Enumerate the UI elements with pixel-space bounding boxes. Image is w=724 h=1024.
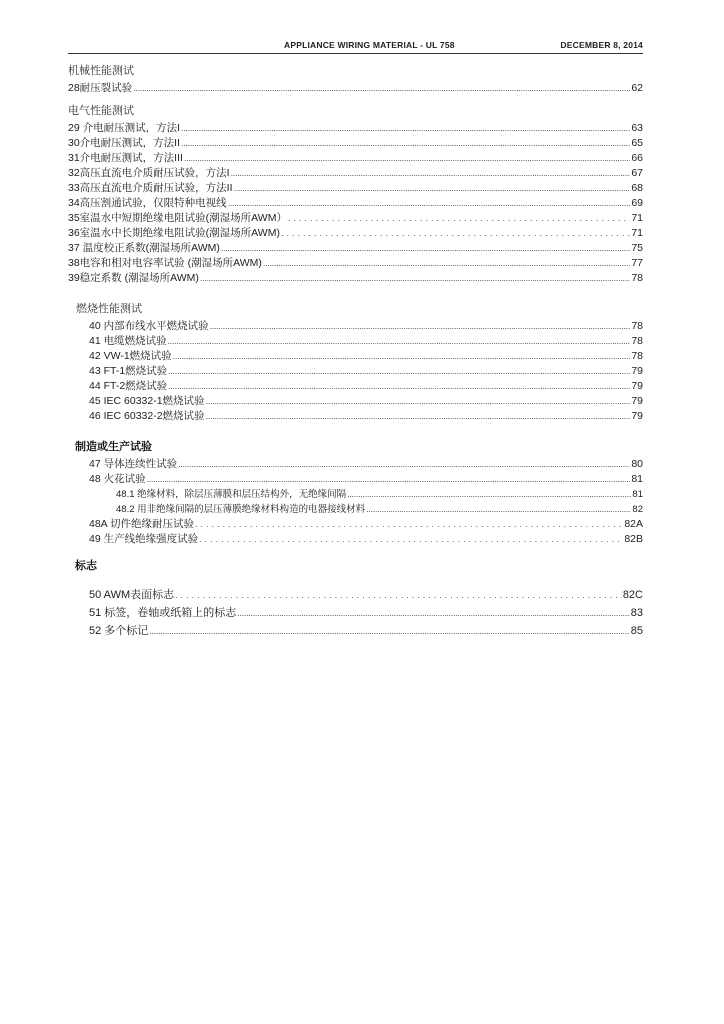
toc-entry-title: 29 介电耐压测试，方法I: [68, 122, 181, 134]
toc-entry-title: 40 内部布线水平燃烧试验: [89, 320, 209, 332]
toc-entry-page: 82B: [624, 533, 643, 545]
section-heading-electrical: 电气性能测试: [68, 105, 134, 117]
toc-entry[interactable]: [68, 364, 643, 379]
toc-entry-page: 85: [630, 625, 643, 637]
toc-entry[interactable]: [68, 121, 643, 136]
toc-entry-title: 39稳定系数 (潮湿场所AWM): [68, 272, 199, 284]
toc-entry[interactable]: [68, 81, 643, 96]
toc-entry-page: 77: [631, 257, 643, 269]
leader-dots: [175, 586, 622, 604]
leader-dots: [168, 379, 630, 394]
toc-entry-page: 63: [631, 122, 643, 134]
toc-entry-title: 34高压割通试验，仅限特种电视线: [68, 197, 227, 209]
toc-entry-title: 43 FT-1燃烧试验: [89, 365, 168, 377]
leader-dots: [366, 502, 631, 517]
toc-entry-title: 30介电耐压测试，方法II: [68, 137, 181, 149]
toc-entry[interactable]: [68, 502, 643, 517]
toc-entry[interactable]: [68, 487, 643, 502]
toc-entry[interactable]: [68, 517, 643, 532]
toc-entry-title: 42 VW-1燃烧试验: [89, 350, 172, 362]
toc-entry[interactable]: [68, 226, 643, 241]
toc-entry-title: 44 FT-2燃烧试验: [89, 380, 168, 392]
leader-dots: [221, 241, 630, 256]
toc-entry-page: 80: [631, 458, 643, 470]
toc-entry[interactable]: [68, 472, 643, 487]
leader-dots: [168, 334, 631, 349]
toc-entry-title: 49 生产线绝缘强度试验: [89, 533, 199, 545]
toc-entry-page: 78: [631, 335, 643, 347]
leader-dots: [133, 81, 630, 96]
page-header: [68, 40, 643, 54]
toc-entry-title: 31介电耐压测试，方法III: [68, 152, 183, 164]
toc-entry-page: 78: [631, 272, 643, 284]
toc-entry[interactable]: [68, 586, 643, 604]
section-heading-marking: 标志: [75, 560, 97, 572]
toc-entry[interactable]: [68, 271, 643, 286]
toc-entry[interactable]: [68, 211, 643, 226]
toc-entry-page: 71: [631, 227, 643, 239]
toc-entry-page: 62: [631, 82, 643, 94]
toc-entry[interactable]: [68, 151, 643, 166]
leader-dots: [147, 472, 631, 487]
section-heading-production: 制造或生产试验: [75, 441, 152, 453]
toc-entry-page: 83: [630, 607, 643, 619]
toc-entry[interactable]: [68, 256, 643, 271]
toc-entry-page: 82A: [624, 518, 643, 530]
toc-entry-page: 81: [632, 489, 643, 500]
toc-entry-page: 66: [631, 152, 643, 164]
toc-entry-title: 36室温水中长期绝缘电阻试验(潮湿场所AWM): [68, 227, 280, 239]
document-date: DECEMBER 8, 2014: [560, 40, 643, 50]
toc-entry-page: 79: [631, 410, 643, 422]
leader-dots: [168, 364, 630, 379]
section-heading-mechanical: 机械性能测试: [68, 65, 134, 77]
leader-dots: [200, 271, 630, 286]
leader-dots: [263, 256, 630, 271]
toc-entry-title: 47 导体连续性试验: [89, 458, 178, 470]
toc-entry-title: 50 AWM表面标志: [89, 589, 175, 601]
leader-dots: [199, 532, 623, 547]
toc-entry-title: 48A 切件绝缘耐压试验: [89, 518, 195, 530]
toc-entry[interactable]: [68, 457, 643, 472]
toc-entry-title: 37 温度校正系数(潮湿场所AWM): [68, 242, 220, 254]
toc-entry-page: 82: [632, 504, 643, 515]
leader-dots: [178, 457, 630, 472]
toc-entry-title: 48.1 绝缘材料，除层压薄膜和层压结构外，无绝缘间隔: [116, 489, 347, 500]
toc-entry-page: 79: [631, 395, 643, 407]
toc-entry[interactable]: [68, 136, 643, 151]
toc-entry[interactable]: [68, 604, 643, 622]
toc-entry-title: 45 IEC 60332-1燃烧试验: [89, 395, 205, 407]
leader-dots: [231, 166, 631, 181]
leader-dots: [234, 181, 631, 196]
toc-entry[interactable]: [68, 622, 643, 640]
table-of-contents: [68, 62, 643, 640]
leader-dots: [206, 394, 631, 409]
leader-dots: [195, 517, 623, 532]
toc-entry[interactable]: [68, 181, 643, 196]
document-title: APPLIANCE WIRING MATERIAL - UL 758: [284, 40, 455, 50]
toc-entry[interactable]: [68, 241, 643, 256]
leader-dots: [237, 604, 629, 622]
toc-entry-title: 28耐压裂试验: [68, 82, 133, 94]
leader-dots: [347, 487, 631, 502]
toc-entry-page: 79: [631, 365, 643, 377]
leader-dots: [184, 151, 630, 166]
toc-entry[interactable]: [68, 166, 643, 181]
leader-dots: [288, 211, 630, 226]
toc-entry-page: 75: [631, 242, 643, 254]
leader-dots: [149, 622, 629, 640]
toc-entry-title: 51 标签，卷轴或纸箱上的标志: [89, 607, 237, 619]
toc-entry[interactable]: [68, 349, 643, 364]
leader-dots: [281, 226, 630, 241]
toc-entry[interactable]: [68, 334, 643, 349]
toc-entry-page: 79: [631, 380, 643, 392]
leader-dots: [173, 349, 631, 364]
toc-entry-title: 48 火花试验: [89, 473, 146, 485]
toc-entry-title: 35室温水中短期绝缘电阻试验(潮湿场所AWM）: [68, 212, 287, 224]
toc-entry-title: 48.2 用非绝缘间隔的层压薄膜绝缘材料构造的电器接线材料: [116, 504, 366, 515]
toc-entry-page: 68: [631, 182, 643, 194]
leader-dots: [181, 136, 630, 151]
leader-dots: [228, 196, 631, 211]
toc-entry-page: 71: [631, 212, 643, 224]
toc-entry-title: 52 多个标记: [89, 625, 149, 637]
toc-entry[interactable]: [68, 196, 643, 211]
header-rule: [68, 53, 643, 54]
leader-dots: [181, 121, 630, 136]
toc-entry[interactable]: [68, 532, 643, 547]
toc-entry-page: 67: [631, 167, 643, 179]
leader-dots: [210, 319, 631, 334]
toc-entry-page: 69: [631, 197, 643, 209]
toc-entry-page: 81: [631, 473, 643, 485]
toc-entry-page: 78: [631, 320, 643, 332]
toc-entry-title: 38电容和相对电容率试验 (潮湿场所AWM): [68, 257, 262, 269]
toc-entry-title: 32高压直流电介质耐压试验，方法I: [68, 167, 230, 179]
toc-entry-title: 41 电缆燃烧试验: [89, 335, 167, 347]
toc-entry[interactable]: [68, 394, 643, 409]
toc-entry[interactable]: [68, 379, 643, 394]
toc-entry-page: 65: [631, 137, 643, 149]
toc-entry[interactable]: [68, 409, 643, 424]
leader-dots: [206, 409, 631, 424]
toc-entry[interactable]: [68, 319, 643, 334]
toc-entry-page: 82C: [622, 589, 643, 601]
toc-entry-page: 78: [631, 350, 643, 362]
toc-entry-title: 33高压直流电介质耐压试验，方法II: [68, 182, 233, 194]
toc-entry-title: 46 IEC 60332-2燃烧试验: [89, 410, 205, 422]
section-heading-flammability: 燃烧性能测试: [76, 303, 142, 315]
